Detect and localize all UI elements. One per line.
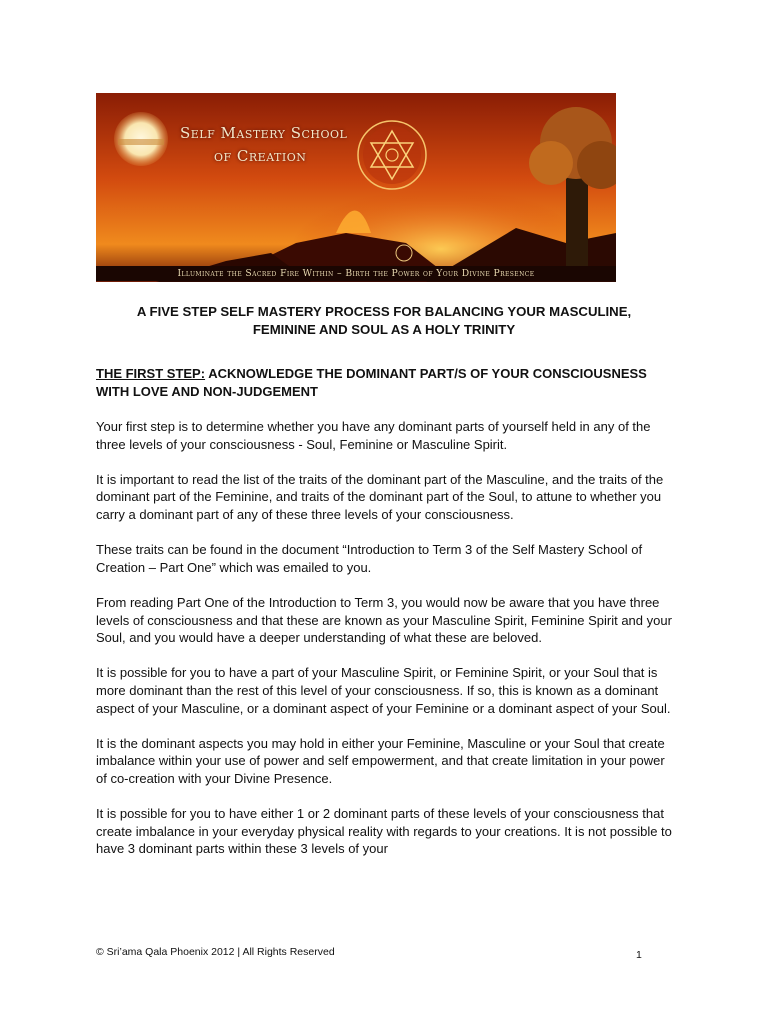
document-title (96, 303, 672, 339)
banner-title-line1: Self Mastery School (180, 124, 348, 142)
paragraph: It is important to read the list of the traits of the dominant part of the Masculine, and the traits of the dominant part of the Feminine, and traits of the dominant part of the Soul, to attune to whether you carry a dominant part of any of these three levels of your consciousness. (96, 471, 664, 522)
section-heading (96, 365, 676, 401)
banner-title (180, 122, 347, 169)
paragraph: It is possible for you to have a part of your Masculine Spirit, or Feminine Spirit, or your Soul that is more dominant than the rest of this level of your consciousness. If so, this is known as a dominant aspect of your Masculine, or a dominant aspect of your Feminine or a dominant aspect of your Soul. (96, 665, 671, 716)
banner-artwork (96, 93, 616, 282)
body-text (96, 418, 676, 875)
step-label: THE FIRST STEP: (96, 366, 206, 381)
paragraph: It is the dominant aspects you may hold in either your Feminine, Masculine or your Soul that create imbalance within your use of power and self empowerment, and that create limitation in your power of co-creation with your Divine Presence. (96, 735, 665, 786)
footer-copyright: © Sri’ama Qala Phoenix 2012 | All Rights Reserved (96, 946, 335, 958)
step-text: ACKNOWLEDGE THE DOMINANT PART/S OF YOUR CONSCIOUSNESS WITH LOVE AND NON-JUDGEMENT (96, 366, 647, 399)
header-banner (96, 93, 616, 282)
paragraph: These traits can be found in the document “Introduction to Term 3 of the Self Mastery School of Creation – Part One” which was emailed to you. (96, 542, 643, 575)
document-title-line2: FEMININE AND SOUL AS A HOLY TRINITY (252, 322, 516, 337)
star-emblem-icon (358, 121, 426, 189)
paragraph: Your first step is to determine whether you have any dominant parts of yourself held in any of the three levels of your consciousness - Soul, Feminine or Masculine Spirit. (96, 419, 651, 452)
banner-tagline: Illuminate the Sacred Fire Within – Birth the Power of Your Divine Presence (96, 266, 616, 281)
banner-title-line2: of Creation (214, 147, 307, 166)
page-number: 1 (636, 949, 642, 961)
paragraph: From reading Part One of the Introduction to Term 3, you would now be aware that you have three levels of consciousness and that these are known as your Masculine Spirit, Feminine Spirit and your Soul, and you would have a deeper understanding of what these are beloved. (96, 594, 672, 646)
paragraph: It is possible for you to have either 1 or 2 dominant parts of these levels of your consciousness that create imbalance in your everyday physical reality with regards to your creations. It is not possible to have 3 dominant parts within these 3 levels of your (96, 806, 672, 857)
document-title-line1: A FIVE STEP SELF MASTERY PROCESS FOR BALANCING YOUR MASCULINE, (136, 304, 632, 319)
